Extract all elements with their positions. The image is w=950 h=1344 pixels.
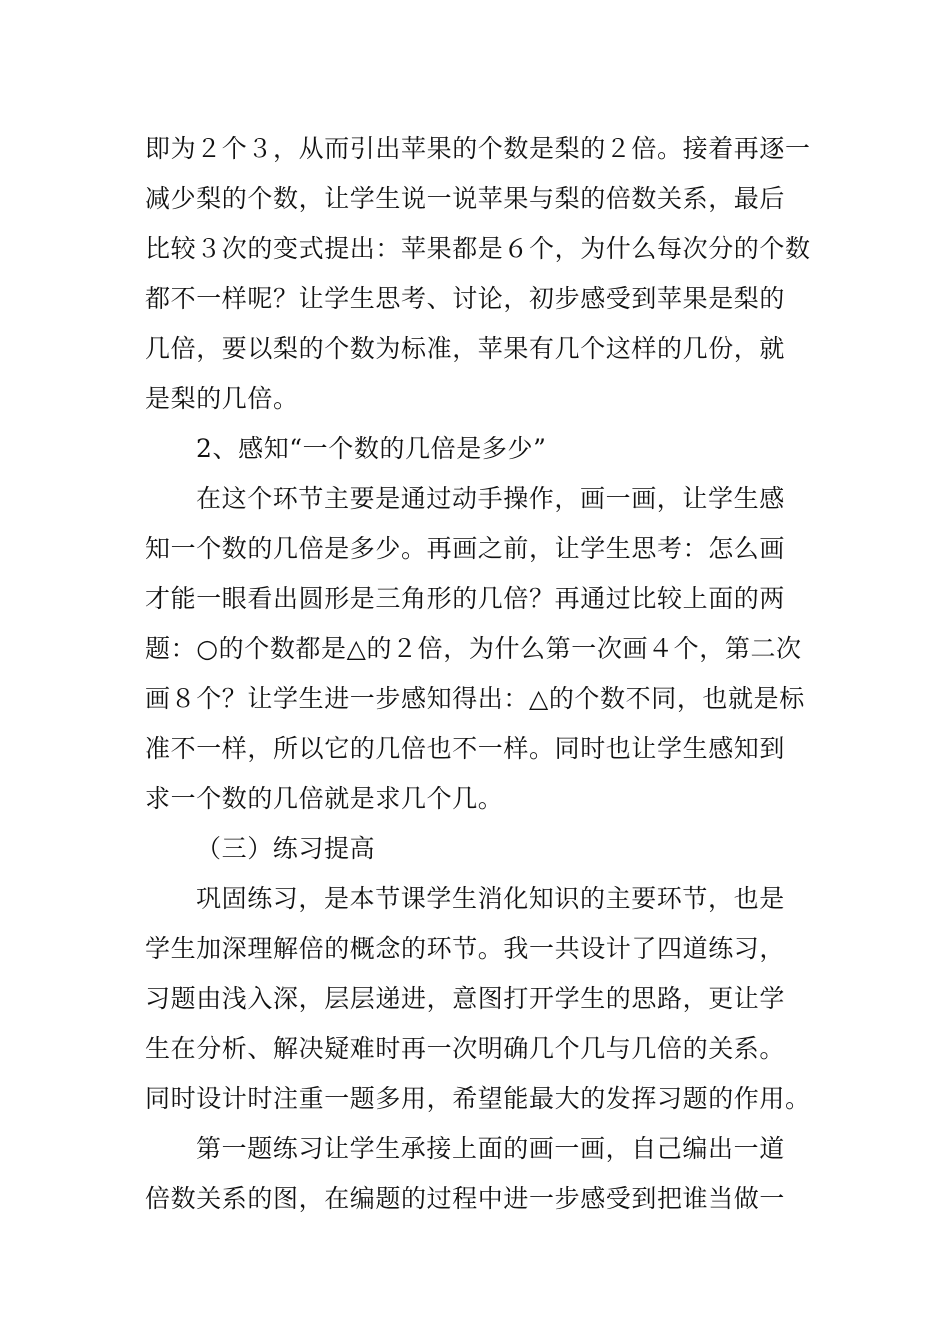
paragraph-line: 学生加深理解倍的概念的环节。我一共设计了四道练习， [145, 934, 786, 963]
paragraph-line: 才能一眼看出圆形是三角形的几倍？再通过比较上面的两 [145, 584, 786, 613]
paragraph-line: 习题由浅入深，层层递进，意图打开学生的思路，更让学 [145, 984, 786, 1013]
paragraph-line: 画８个？让学生进一步感知得出：△的个数不同，也就是标 [145, 684, 805, 713]
paragraph-line: 即为２个３，从而引出苹果的个数是梨的２倍。接着再逐一 [145, 134, 811, 163]
paragraph-line: 倍数关系的图，在编题的过程中进一步感受到把谁当做一 [145, 1184, 786, 1213]
paragraph-line: 在这个环节主要是通过动手操作，画一画，让学生感 [196, 484, 785, 513]
section-heading: （三）练习提高 [196, 834, 376, 863]
paragraph-line: 求一个数的几倍就是求几个几。 [145, 784, 504, 813]
paragraph-line: 同时设计时注重一题多用，希望能最大的发挥习题的作用。 [145, 1084, 811, 1113]
paragraph-line: 比较３次的变式提出：苹果都是６个，为什么每次分的个数 [145, 234, 811, 263]
paragraph-line: 巩固练习，是本节课学生消化知识的主要环节，也是 [196, 884, 785, 913]
paragraph-line: 生在分析、解决疑难时再一次明确几个几与几倍的关系。 [145, 1034, 786, 1063]
paragraph-line: 题：○的个数都是△的２倍，为什么第一次画４个，第二次 [145, 634, 802, 663]
paragraph-line: 知一个数的几倍是多少。再画之前，让学生思考：怎么画 [145, 534, 786, 563]
paragraph-line: 是梨的几倍。 [145, 384, 299, 413]
paragraph-line: 准不一样，所以它的几倍也不一样。同时也让学生感知到 [145, 734, 786, 763]
paragraph-line: 几倍，要以梨的个数为标准，苹果有几个这样的几份，就 [145, 334, 786, 363]
paragraph-line: 减少梨的个数，让学生说一说苹果与梨的倍数关系，最后 [145, 184, 786, 213]
paragraph-line: 第一题练习让学生承接上面的画一画，自己编出一道 [196, 1134, 785, 1163]
section-heading: 2、感知“一个数的几倍是多少” [196, 434, 547, 463]
paragraph-line: 都不一样呢？让学生思考、讨论，初步感受到苹果是梨的 [145, 284, 786, 313]
